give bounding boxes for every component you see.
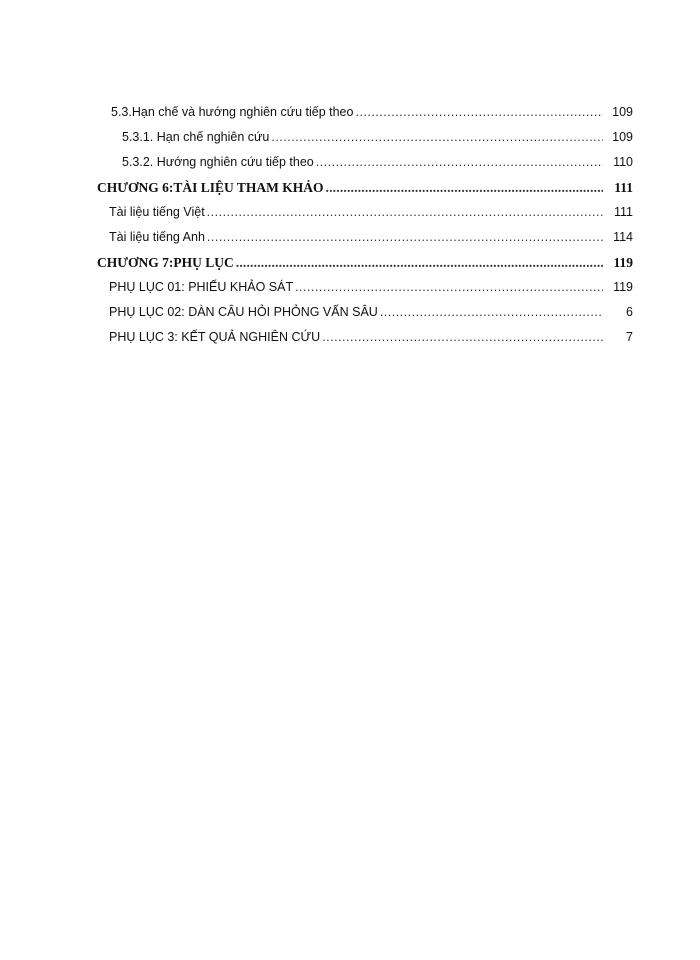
toc-entry-5-3-2[interactable] [97,150,633,175]
toc-entry-number: CHƯƠNG 7: [97,255,174,270]
toc-leader-dots [293,275,603,300]
toc-leader-dots [205,200,603,225]
toc-entry-page: 109 [612,105,633,119]
toc-entry-vietnamese-references[interactable] [97,200,633,225]
toc-leader-dots [324,175,603,200]
toc-leader-dots [320,325,603,350]
toc-entry-number: 5.3. [111,105,132,119]
toc-entry-page: 6 [626,305,633,319]
toc-entry-title: PHỤ LỤC [173,255,234,270]
toc-leader-dots [269,125,603,150]
toc-entry-title: Hạn chế và hướng nghiên cứu tiếp theo [131,105,354,119]
toc-leader-dots [314,150,603,175]
toc-entry-page: 114 [613,230,633,244]
toc-entry-title: Tài liệu tiếng Việt [109,205,205,219]
toc-entry-title: PHỤ LỤC 02: DÀN CÂU HỎI PHỎNG VẤN SÂU [109,305,378,319]
toc-entry-appendix-3[interactable] [97,325,633,350]
toc-entry-number: CHƯƠNG 6: [97,180,174,195]
toc-entry-title: TÀI LIỆU THAM KHẢO [173,180,324,195]
toc-entry-page: 119 [613,255,633,270]
toc-entry-appendix-01[interactable] [97,275,633,300]
toc-entry-title: PHỤ LỤC 01: PHIẾU KHẢO SÁT [109,280,294,294]
toc-entry-chapter-7[interactable] [97,250,633,275]
toc-entry-title: Tài liệu tiếng Anh [109,230,205,244]
toc-entry-5-3-1[interactable] [97,125,633,150]
toc-entry-english-references[interactable] [97,225,633,250]
toc-entry-page: 111 [614,180,633,195]
toc-leader-dots [234,250,603,275]
toc-leader-dots [205,225,603,250]
toc-entry-5-3[interactable] [97,100,633,125]
toc-leader-dots [353,100,603,125]
toc-entry-page: 110 [613,155,633,169]
toc-entry-appendix-02[interactable] [97,300,633,325]
toc-entry-page: 109 [612,130,633,144]
toc-leader-dots [378,300,603,325]
toc-entry-chapter-6[interactable] [97,175,633,200]
toc-entry-title: PHỤ LỤC 3: KẾT QUẢ NGHIÊN CỨU [109,330,321,344]
toc-entry-page: 7 [626,330,633,344]
toc-entry-page: 119 [613,280,633,294]
toc-entry-page: 111 [613,205,633,219]
toc-entry-title: 5.3.2. Hướng nghiên cứu tiếp theo [122,155,314,169]
toc-entry-title: 5.3.1. Hạn chế nghiên cứu [122,130,270,144]
table-of-contents [97,100,633,350]
